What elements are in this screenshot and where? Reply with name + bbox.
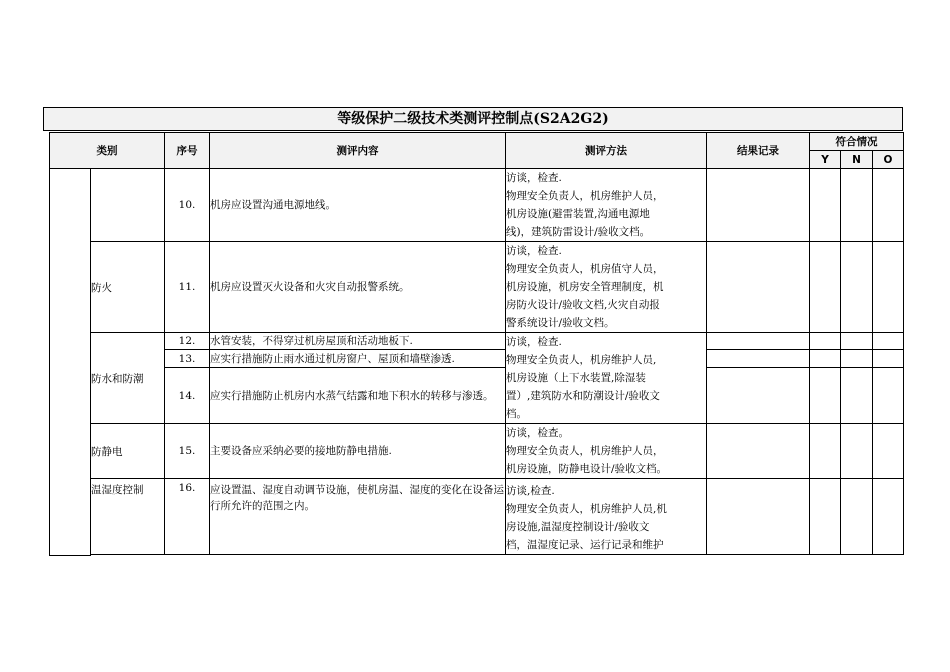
seq-cell: 14. bbox=[165, 368, 210, 424]
y-cell bbox=[810, 242, 841, 333]
method-line: 房防火设计/验收文档,火灾自动报 bbox=[506, 299, 660, 311]
header-category: 类别 bbox=[50, 133, 165, 169]
content-cell: 应实行措施防止机房内水蒸气结露和地下积水的转移与渗透。 bbox=[210, 368, 506, 424]
method-cell bbox=[506, 424, 707, 479]
header-method: 测评方法 bbox=[506, 133, 707, 169]
method-line: 机房设施(避雷装置,沟通电源地 bbox=[506, 208, 650, 220]
category-cell bbox=[91, 169, 165, 242]
seq-cell: 13. bbox=[165, 350, 210, 368]
o-cell bbox=[873, 350, 904, 368]
method-line: 机房设施，防静电设计/验收文档。 bbox=[506, 463, 668, 475]
table-row bbox=[50, 169, 904, 242]
table-row bbox=[50, 479, 904, 555]
y-cell bbox=[810, 333, 841, 350]
result-cell bbox=[707, 350, 810, 368]
header-row-1 bbox=[50, 133, 904, 151]
result-cell bbox=[707, 368, 810, 424]
table-title: 等级保护二级技术类测评控制点(S2A2G2) bbox=[43, 107, 903, 131]
method-line: 房设施,温湿度控制设计/验收文 bbox=[506, 521, 650, 533]
header-content: 测评内容 bbox=[210, 133, 506, 169]
content-cell: 应设置温、湿度自动调节设施，使机房温、湿度的变化在设备运行所允许的范围之内。 bbox=[210, 479, 506, 555]
result-cell bbox=[707, 169, 810, 242]
header-o: O bbox=[873, 151, 904, 169]
y-cell bbox=[810, 350, 841, 368]
method-line: 物理安全负责人，机房维护人员， bbox=[506, 445, 664, 457]
result-cell bbox=[707, 424, 810, 479]
y-cell bbox=[810, 368, 841, 424]
header-seq: 序号 bbox=[165, 133, 210, 169]
method-cell bbox=[506, 169, 707, 242]
header-result: 结果记录 bbox=[707, 133, 810, 169]
o-cell bbox=[873, 479, 904, 555]
table-row bbox=[50, 333, 904, 350]
category-cell: 防水和防潮 bbox=[91, 333, 165, 424]
n-cell bbox=[841, 350, 873, 368]
table-row bbox=[50, 424, 904, 479]
n-cell bbox=[841, 479, 873, 555]
evaluation-table bbox=[49, 132, 904, 556]
method-line: 访谈，检查. bbox=[506, 172, 562, 184]
header-compliance: 符合情况 bbox=[810, 133, 904, 151]
category-outer-cell bbox=[50, 169, 91, 556]
method-line: 物理安全负责人，机房维护人员， bbox=[506, 190, 664, 202]
seq-cell: 15. bbox=[165, 424, 210, 479]
method-line: 访谈，检查. bbox=[506, 336, 562, 348]
method-cell bbox=[506, 242, 707, 333]
method-line: 访谈，检查。 bbox=[506, 427, 569, 439]
table-row bbox=[50, 368, 904, 424]
method-line: 档。 bbox=[506, 408, 527, 420]
o-cell bbox=[873, 368, 904, 424]
seq-cell: 10. bbox=[165, 169, 210, 242]
content-cell: 水管安装，不得穿过机房屋顶和活动地板下. bbox=[210, 333, 506, 350]
result-cell bbox=[707, 333, 810, 350]
content-cell: 主要设备应采纳必要的接地防静电措施. bbox=[210, 424, 506, 479]
method-line: 物理安全负责人，机房维护人员,机 bbox=[506, 503, 667, 515]
result-cell bbox=[707, 479, 810, 555]
method-line: 物理安全负责人，机房维护人员, bbox=[506, 354, 657, 366]
content-cell: 机房应设置灭火设备和火灾自动报警系统。 bbox=[210, 242, 506, 333]
content-cell: 应实行措施防止雨水通过机房窗户、屋顶和墙壁渗透. bbox=[210, 350, 506, 368]
o-cell bbox=[873, 169, 904, 242]
method-line: 机房设施，机房安全管理制度，机 bbox=[506, 281, 664, 293]
header-y: Y bbox=[810, 151, 841, 169]
method-line: 访谈，检查. bbox=[506, 245, 562, 257]
method-line: 访谈,检查. bbox=[506, 485, 555, 497]
method-line: 机房设施（上下水装置,除湿装 bbox=[506, 372, 646, 384]
seq-cell: 11. bbox=[165, 242, 210, 333]
o-cell bbox=[873, 242, 904, 333]
method-line: 警系统设计/验收文档。 bbox=[506, 317, 615, 329]
y-cell bbox=[810, 479, 841, 555]
o-cell bbox=[873, 333, 904, 350]
n-cell bbox=[841, 424, 873, 479]
method-cell bbox=[506, 479, 707, 555]
seq-cell: 12. bbox=[165, 333, 210, 350]
category-cell: 温湿度控制 bbox=[91, 479, 165, 555]
y-cell bbox=[810, 169, 841, 242]
seq-cell: 16. bbox=[165, 479, 210, 555]
table-row bbox=[50, 242, 904, 333]
table-row bbox=[50, 350, 904, 368]
n-cell bbox=[841, 333, 873, 350]
n-cell bbox=[841, 368, 873, 424]
y-cell bbox=[810, 424, 841, 479]
spacer-cell bbox=[91, 555, 904, 556]
method-line: 物理安全负责人，机房值守人员， bbox=[506, 263, 664, 275]
method-cell bbox=[506, 333, 707, 424]
category-cell: 防火 bbox=[91, 242, 165, 333]
result-cell bbox=[707, 242, 810, 333]
n-cell bbox=[841, 169, 873, 242]
o-cell bbox=[873, 424, 904, 479]
content-cell: 机房应设置沟通电源地线。 bbox=[210, 169, 506, 242]
header-n: N bbox=[841, 151, 873, 169]
table-row bbox=[50, 555, 904, 556]
category-cell: 防静电 bbox=[91, 424, 165, 479]
method-line: 档，温湿度记录、运行记录和维护 bbox=[506, 539, 664, 551]
method-line: 线)，建筑防雷设计/验收文档。 bbox=[506, 226, 651, 238]
method-line: 置）,建筑防水和防潮设计/验收文 bbox=[506, 390, 660, 402]
n-cell bbox=[841, 242, 873, 333]
